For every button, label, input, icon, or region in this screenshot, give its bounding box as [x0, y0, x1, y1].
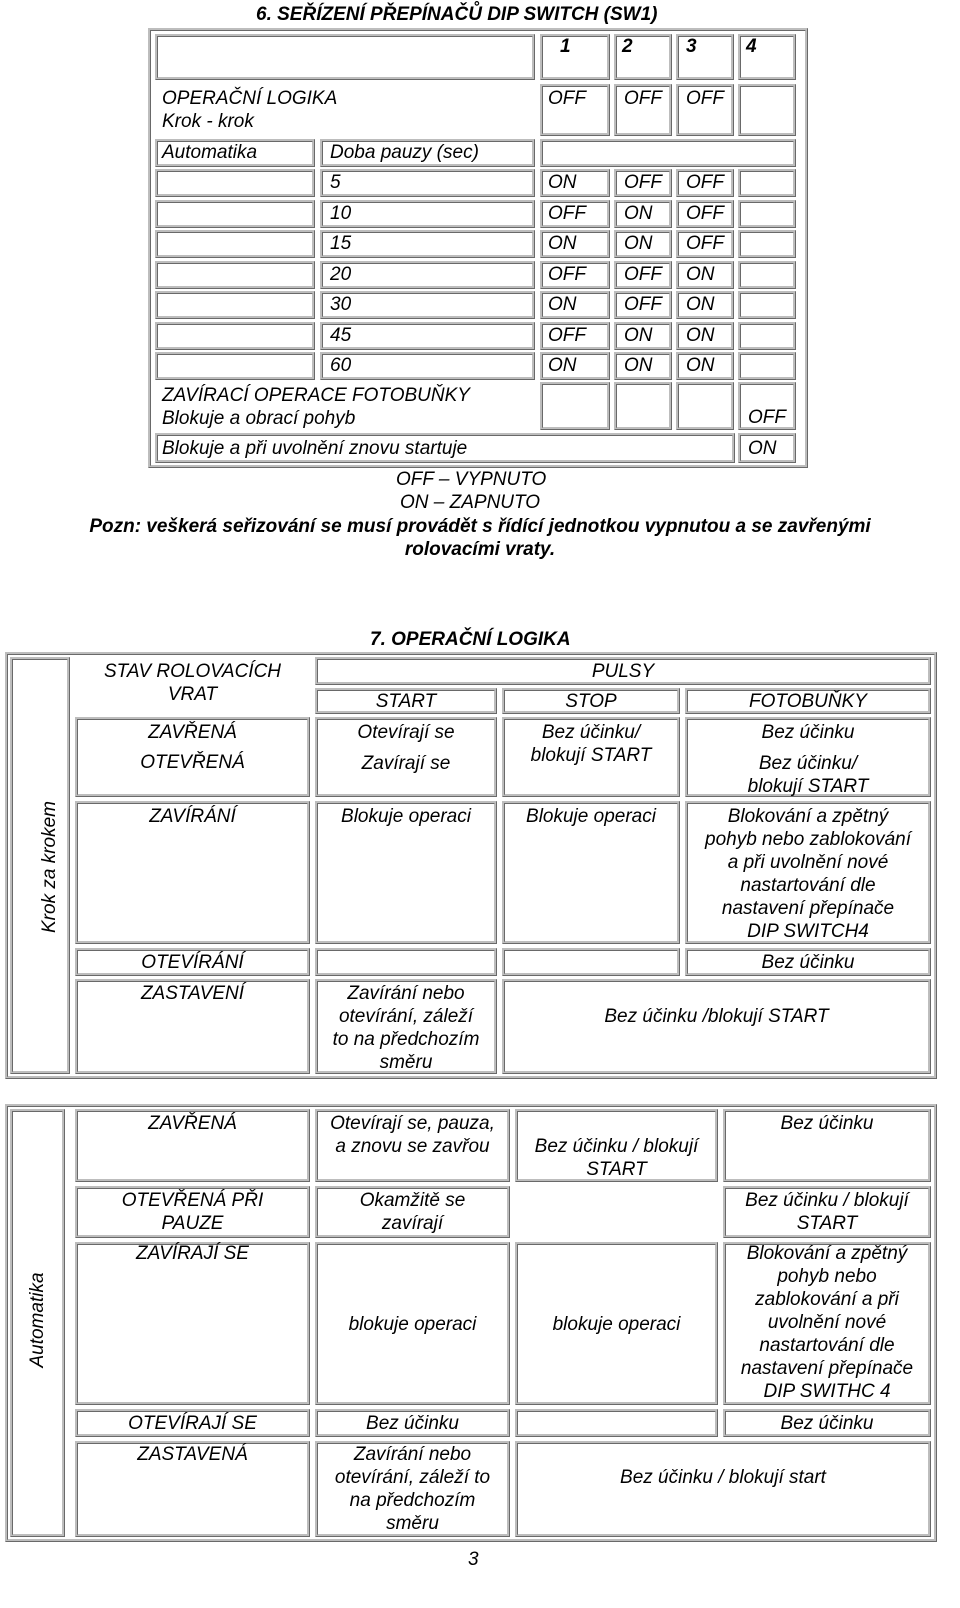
state-open: OTEVŘENÁ	[140, 752, 245, 773]
pause-seconds: 5	[330, 172, 341, 193]
pause-switch2: OFF	[624, 264, 662, 285]
state-closing: ZAVÍRÁNÍ	[149, 806, 236, 827]
pause-seconds: 30	[330, 294, 352, 315]
legend-off: OFF – VYPNUTO	[396, 469, 547, 490]
pause-row-sec-cell	[320, 230, 535, 258]
pause-switch1: ON	[548, 233, 577, 254]
closing-photo: Blokování a zpětný pohyb nebo zablokování a při uvolnění nové nastartování dle nastavení přepínače DIP SWITCH4	[705, 806, 911, 942]
stopped-rest: Bez účinku /blokují START	[604, 1006, 829, 1027]
section6-title: 6. SEŘÍZENÍ PŘEPÍNAČŮ DIP SWITCH (SW1)	[256, 4, 658, 25]
pause-row-blank-cell	[155, 169, 315, 197]
auto-values-cell	[540, 139, 796, 167]
pause-row-sec-cell	[320, 169, 535, 197]
pause-switch1: ON	[548, 294, 577, 315]
auto-closed-photo: Bez účinku	[780, 1113, 874, 1134]
pause-row-s4-cell	[738, 352, 796, 380]
pause-switch3: ON	[686, 325, 715, 346]
pause-switch1: ON	[548, 172, 577, 193]
logic-label: OPERAČNÍ LOGIKA	[162, 88, 338, 109]
pause-switch1: OFF	[548, 325, 586, 346]
pause-row-sec-cell	[320, 200, 535, 228]
closing-stop: Blokuje operaci	[526, 806, 656, 827]
auto-state-open-pause: OTEVŘENÁ PŘI PAUZE	[121, 1190, 264, 1234]
legend-on: ON – ZAPNUTO	[400, 492, 541, 513]
auto-opening-photo: Bez účinku	[780, 1413, 874, 1434]
pause-row-s4-cell	[738, 322, 796, 350]
auto-closed-stop: Bez účinku / blokují START	[534, 1136, 699, 1180]
auto-closing-stop: blokuje operaci	[552, 1314, 681, 1335]
pause-switch1: ON	[548, 355, 577, 376]
pause-switch3: OFF	[686, 233, 724, 254]
auto-state-closed: ZAVŘENÁ	[148, 1113, 237, 1134]
state-stopped: ZASTAVENÍ	[140, 983, 245, 1004]
pause-switch3: ON	[686, 264, 715, 285]
pause-row-s4-cell	[738, 261, 796, 289]
closed-open-stop: Bez účinku/ blokují START	[530, 722, 652, 766]
pause-seconds: 60	[330, 355, 352, 376]
pause-row-blank-cell	[155, 291, 315, 319]
pause-switch1: OFF	[548, 203, 586, 224]
photo-row1-value: OFF	[748, 407, 786, 428]
auto-label: Automatika	[162, 142, 258, 163]
state-header: STAV ROLOVACÍCH VRAT	[103, 661, 282, 705]
photo-label: ZAVÍRACÍ OPERACE FOTOBUŇKY	[162, 385, 470, 406]
state-closed: ZAVŘENÁ	[148, 722, 237, 743]
pause-seconds: 15	[330, 233, 352, 254]
pause-row-sec-cell	[320, 322, 535, 350]
pause-seconds: 10	[330, 203, 352, 224]
pause-row-s4-cell	[738, 169, 796, 197]
settings-note: Pozn: veškerá seřizování se musí provádět s řídící jednotkou vypnutou a se zavřenými rolovacími vraty.	[89, 516, 871, 560]
opening-stop-cell	[502, 948, 680, 976]
photo-cell	[676, 382, 734, 430]
pause-seconds: 20	[330, 264, 352, 285]
pause-switch2: ON	[624, 325, 653, 346]
page-number: 3	[468, 1549, 479, 1570]
logic-cell	[738, 84, 796, 136]
pause-switch3: ON	[686, 294, 715, 315]
stop-header: STOP	[565, 691, 617, 712]
pause-switch2: ON	[624, 203, 653, 224]
stopped-start: Zavírání nebo otevírání, záleží to na předchozím směru	[332, 983, 480, 1073]
auto-opening-start: Bez účinku	[366, 1413, 459, 1434]
pause-row-s4-cell	[738, 230, 796, 258]
auto-closed-start: Otevírají se, pauza, a znovu se zavřou	[330, 1113, 495, 1157]
switch-number: 3	[686, 36, 697, 57]
pause-row-sec-cell	[320, 291, 535, 319]
auto-closing-state-cell	[75, 1242, 310, 1405]
auto-closing-start: blokuje operaci	[348, 1314, 477, 1335]
photo-header: FOTOBUŇKY	[749, 691, 867, 712]
logic-value: OFF	[624, 88, 662, 109]
photo-row1-label: Blokuje a obrací pohyb	[162, 408, 356, 429]
auto-stopped-rest-cell	[515, 1441, 931, 1537]
pause-switch2: OFF	[624, 294, 662, 315]
closed-photo: Bez účinku	[761, 722, 855, 743]
pause-switch3: OFF	[686, 203, 724, 224]
auto-stopped-rest: Bez účinku / blokují start	[620, 1467, 826, 1488]
auto-openpause-start: Okamžitě se zavírají	[359, 1190, 466, 1234]
pause-row-blank-cell	[155, 261, 315, 289]
switch-3-header	[676, 34, 734, 80]
photo-row2-value: ON	[748, 438, 777, 459]
state-opening: OTEVÍRÁNÍ	[141, 952, 244, 973]
pause-switch2: ON	[624, 233, 653, 254]
pause-switch2: OFF	[624, 172, 662, 193]
auto-state-closing: ZAVÍRAJÍ SE	[136, 1243, 249, 1264]
open-start: Zavírají se	[361, 753, 451, 774]
pause-row-blank-cell	[155, 352, 315, 380]
pulse-header: PULSY	[591, 661, 655, 682]
pause-row-blank-cell	[155, 200, 315, 228]
logic-value: OFF	[548, 88, 586, 109]
switch-number: 2	[622, 36, 633, 57]
pause-switch3: ON	[686, 355, 715, 376]
start-header: START	[375, 691, 437, 712]
pause-row-sec-cell	[320, 352, 535, 380]
auto-side-label: Automatika	[27, 1272, 48, 1368]
section7-title: 7. OPERAČNÍ LOGIKA	[370, 629, 571, 650]
pause-row-s4-cell	[738, 200, 796, 228]
auto-state-opening: OTEVÍRAJÍ SE	[128, 1413, 257, 1434]
photo-row2-label: Blokuje a při uvolnění znovu startuje	[162, 438, 468, 459]
step-side-label: Krok za krokem	[39, 801, 60, 933]
closing-start: Blokuje operaci	[341, 806, 471, 827]
opening-start-cell	[315, 948, 497, 976]
pause-switch2: ON	[624, 355, 653, 376]
auto-stopped-start: Zavírání nebo otevírání, záleží to na předchozím směru	[334, 1444, 491, 1534]
switch-number: 1	[560, 36, 571, 57]
opening-photo: Bez účinku	[761, 952, 855, 973]
photo-cell	[614, 382, 672, 430]
auto-openpause-photo: Bez účinku / blokují START	[745, 1190, 909, 1234]
auto-state-stopped: ZASTAVENÁ	[137, 1444, 248, 1465]
logic-sublabel: Krok - krok	[162, 111, 254, 132]
pause-seconds: 45	[330, 325, 352, 346]
pause-switch3: OFF	[686, 172, 724, 193]
pause-label: Doba pauzy (sec)	[330, 142, 479, 163]
logic-value: OFF	[686, 88, 724, 109]
auto-closing-photo: Blokování a zpětný pohyb nebo zablokování a při uvolnění nové nastartování dle nastavení přepínače DIP SWITHC 4	[740, 1243, 914, 1402]
auto-opening-stop-cell	[515, 1409, 718, 1437]
pause-row-blank-cell	[155, 322, 315, 350]
switch-1-header	[540, 34, 610, 80]
closed-start: Otevírají se	[357, 722, 455, 743]
switch-number: 4	[746, 36, 757, 57]
header-blank-cell	[155, 34, 535, 80]
pause-switch1: OFF	[548, 264, 586, 285]
pause-row-blank-cell	[155, 230, 315, 258]
open-photo: Bez účinku/ blokují START	[747, 753, 869, 797]
pause-row-sec-cell	[320, 261, 535, 289]
photo-cell	[540, 382, 610, 430]
pause-row-s4-cell	[738, 291, 796, 319]
